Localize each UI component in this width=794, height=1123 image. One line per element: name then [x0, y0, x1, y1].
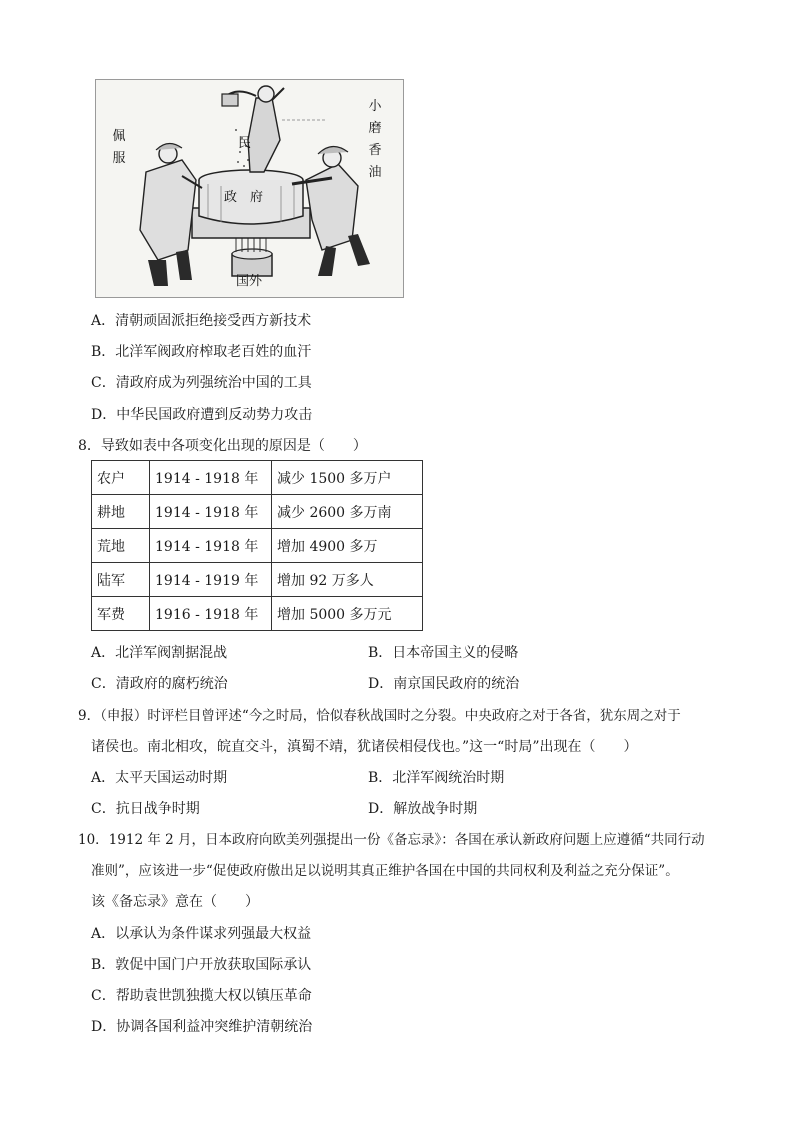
- q8-data-table: [91, 460, 423, 631]
- q10-option-c: C．帮助袁世凯独揽大权以镇压革命: [91, 988, 312, 1004]
- table-cell: 1914 - 1919 年: [150, 563, 272, 597]
- q10-stem-line1: 10．1912 年 2 月，日本政府向欧美列强提出一份《备忘录》：各国在承认新政府问题上应遵循“共同行动: [78, 832, 705, 848]
- table-cell: 1914 - 1918 年: [150, 529, 272, 563]
- figure-label-zhengfu: 政 府: [224, 190, 264, 205]
- q7-option-d: D．中华民国政府遭到反动势力攻击: [91, 407, 313, 423]
- figure-label-peifu: 佩服: [112, 129, 126, 166]
- table-row: [92, 529, 423, 563]
- q8-option-d: D．南京国民政府的统治: [368, 676, 520, 692]
- table-cell: 减少 2600 多万南: [272, 495, 423, 529]
- table-cell: 陆军: [92, 563, 150, 597]
- q9-option-c: C．抗日战争时期: [91, 801, 200, 817]
- q10-option-b: B．敦促中国门户开放获取国际承认: [91, 957, 312, 973]
- q9-stem-line1: 9．（申报）时评栏目曾评述“今之时局，恰似春秋战国时之分裂。中央政府之对于各省，犹东周之对于: [78, 708, 681, 724]
- q9-stem-line2: 诸侯也。南北相攻，皖直交斗，滇蜀不靖，犹诸侯相侵伐也。”这一“时局”出现在（ ）: [91, 739, 638, 755]
- figure-label-min: 民: [238, 136, 252, 151]
- q10-stem-line3: 该《备忘录》意在（ ）: [91, 894, 259, 910]
- table-row: [92, 495, 423, 529]
- table-cell: 增加 92 万多人: [272, 563, 423, 597]
- q7-option-a: A．清朝顽固派拒绝接受西方新技术: [91, 313, 312, 329]
- table-cell: 减少 1500 多万户: [272, 461, 423, 495]
- q8-option-c: C．清政府的腐朽统治: [91, 676, 228, 692]
- table-cell: 增加 5000 多万元: [272, 597, 423, 631]
- cartoon-drawing: [96, 80, 404, 298]
- table-cell: 耕地: [92, 495, 150, 529]
- q7-option-c: C．清政府成为列强统治中国的工具: [91, 375, 312, 391]
- figure-label-guowai: 国外: [236, 274, 263, 289]
- table-cell: 农户: [92, 461, 150, 495]
- q7-option-b: B．北洋军阀政府榨取老百姓的血汗: [91, 344, 312, 360]
- q8-option-b: B．日本帝国主义的侵略: [368, 645, 519, 661]
- table-cell: 1914 - 1918 年: [150, 461, 272, 495]
- q8-option-a: A．北洋军阀割据混战: [91, 645, 228, 661]
- table-cell: 1914 - 1918 年: [150, 495, 272, 529]
- table-row: [92, 563, 423, 597]
- q9-option-b: B．北洋军阀统治时期: [368, 770, 505, 786]
- table-cell: 军费: [92, 597, 150, 631]
- cartoon-figure: [95, 79, 404, 298]
- q10-stem-line2: 准则”，应该进一步“促使政府傲出足以说明其真正维护各国在中国的共同权利及利益之充分保证”。: [91, 863, 679, 879]
- q8-stem: 8．导致如表中各项变化出现的原因是（ ）: [78, 438, 367, 454]
- q10-option-d: D．协调各国利益冲突维护清朝统治: [91, 1019, 313, 1035]
- table-cell: 1916 - 1918 年: [150, 597, 272, 631]
- table-row: [92, 461, 423, 495]
- table-row: [92, 597, 423, 631]
- table-cell: 增加 4900 多万: [272, 529, 423, 563]
- figure-label-xiaomoxiangyou: 小磨香油: [368, 99, 382, 180]
- q10-option-a: A．以承认为条件谋求列强最大权益: [91, 926, 312, 942]
- q9-option-d: D．解放战争时期: [368, 801, 478, 817]
- table-cell: 荒地: [92, 529, 150, 563]
- q9-option-a: A．太平天国运动时期: [91, 770, 228, 786]
